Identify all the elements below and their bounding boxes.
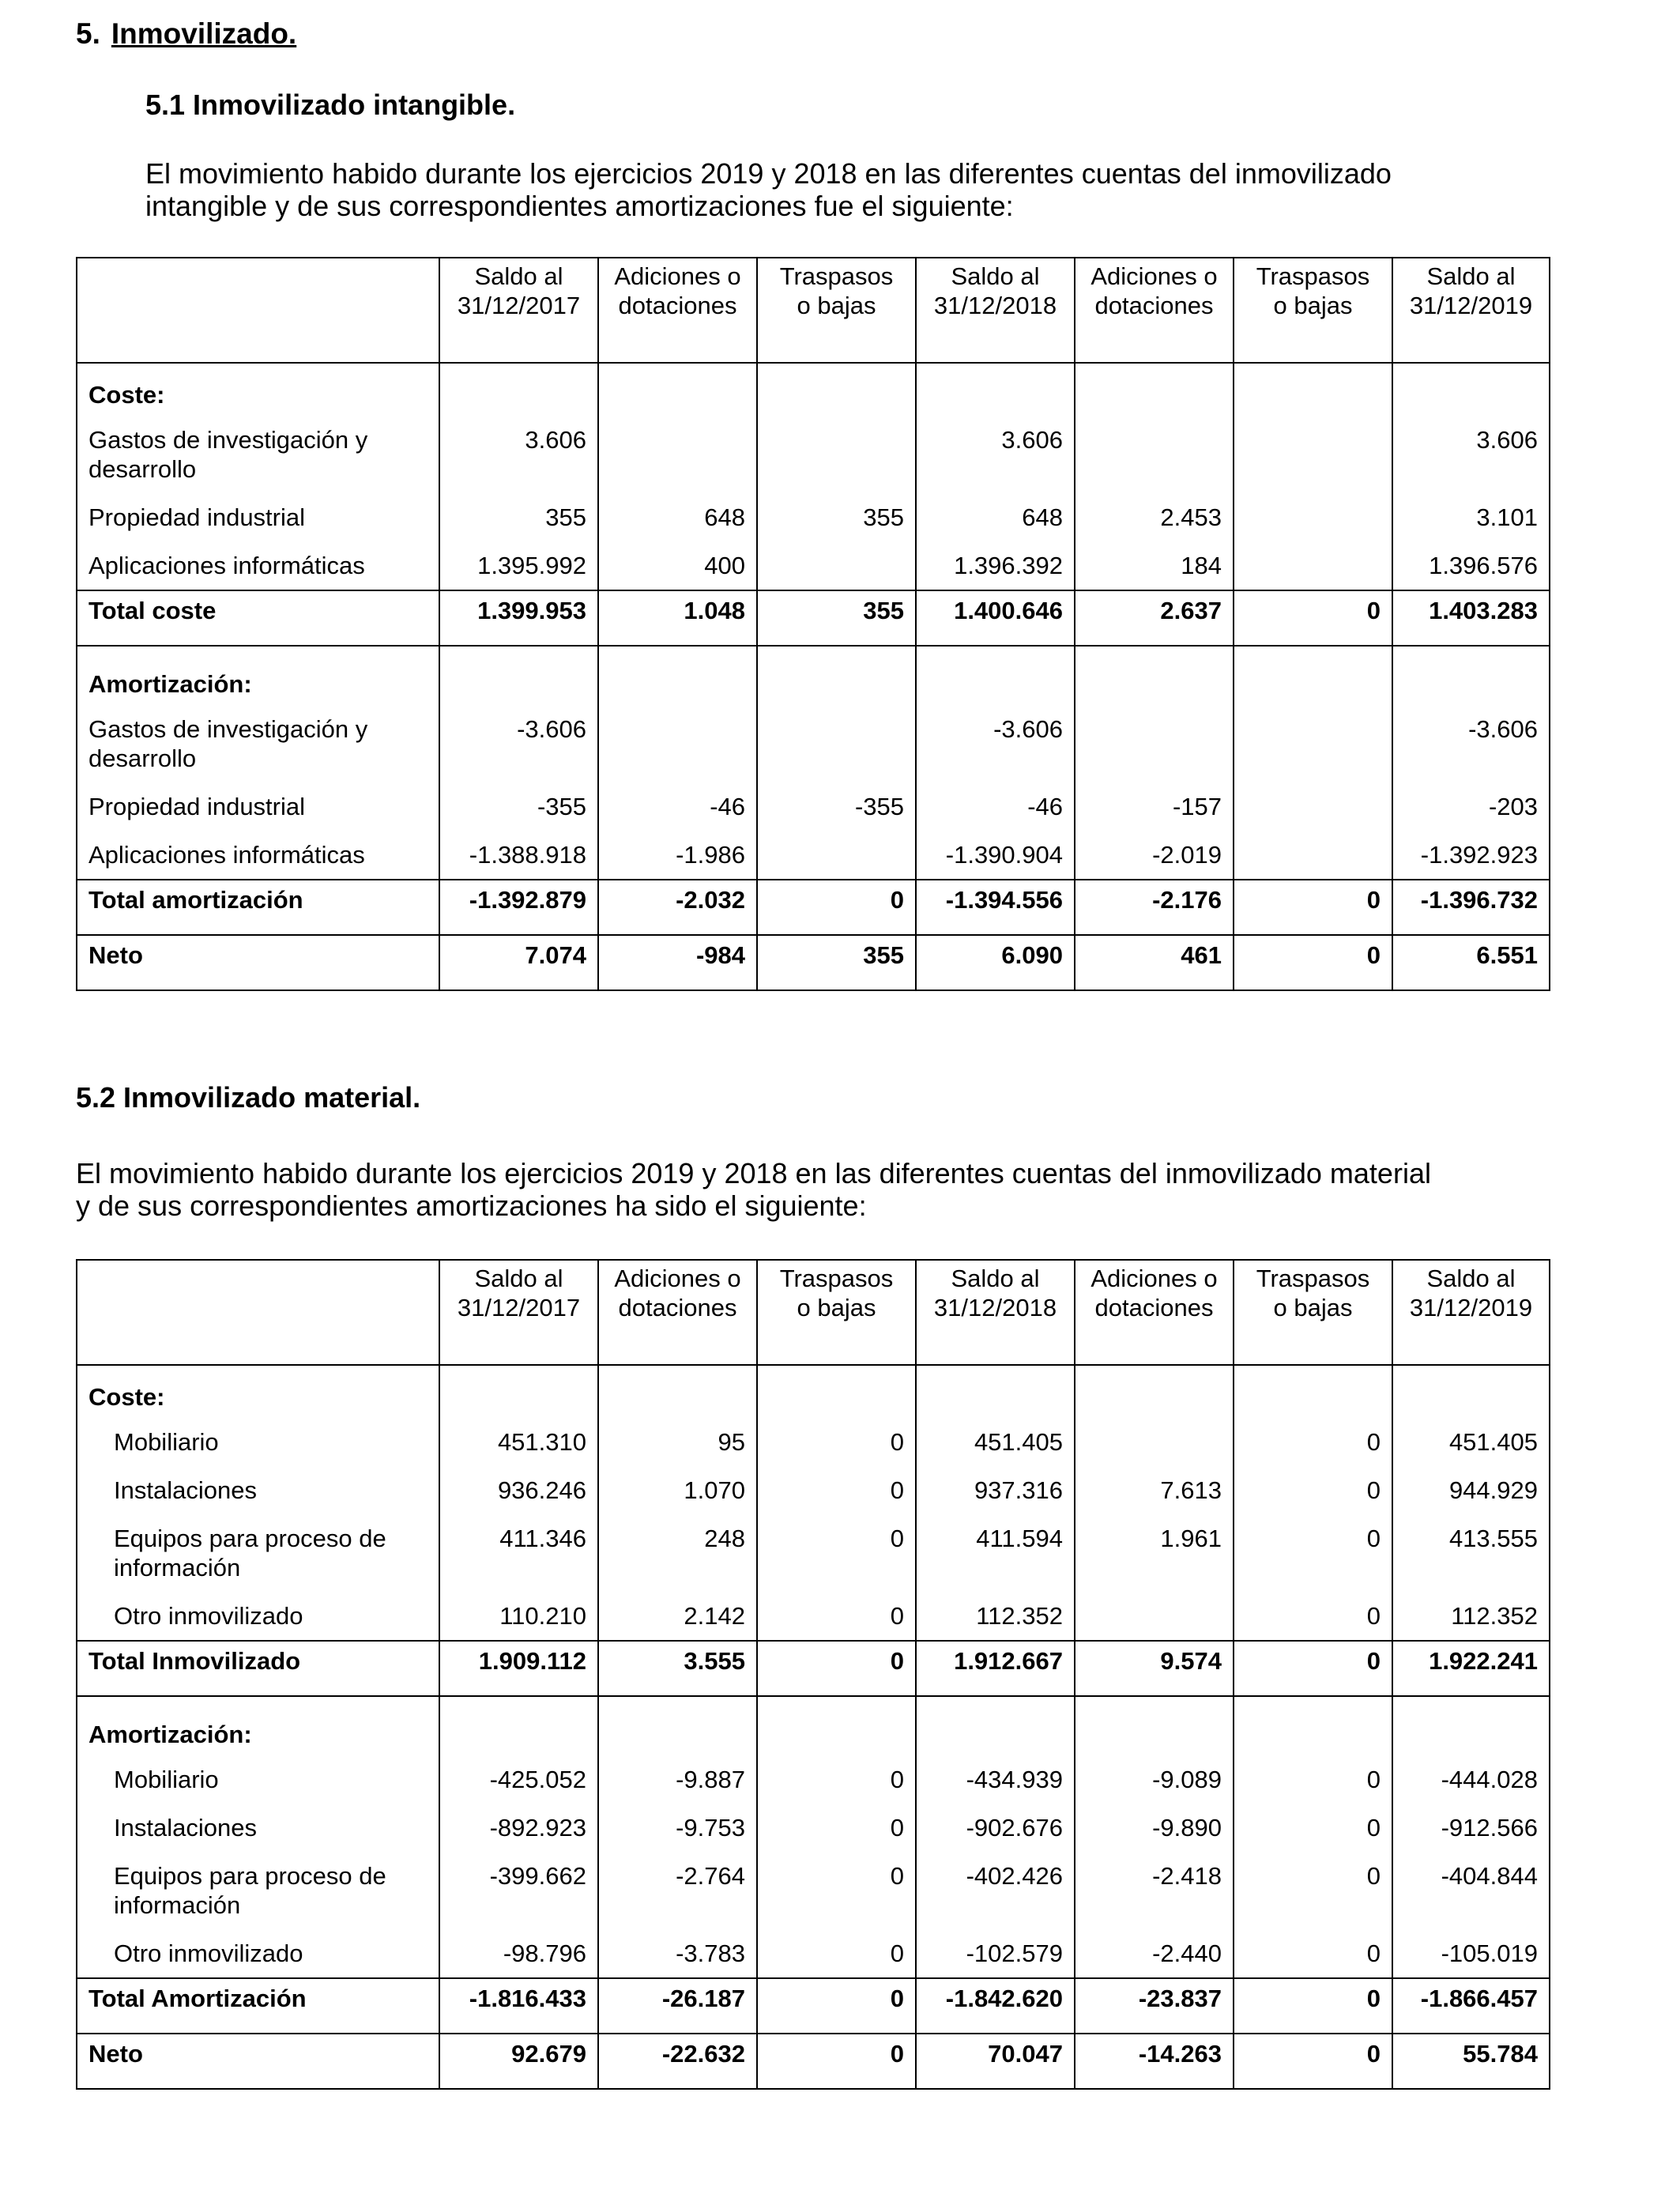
- empty-cell: [757, 363, 916, 416]
- column-header-line2: 31/12/2018: [933, 292, 1057, 319]
- row-value: 0: [1234, 1418, 1392, 1466]
- row-label: Equipos para proceso de información: [77, 1852, 439, 1929]
- total-value: 0: [1234, 1641, 1392, 1696]
- row-value: -892.923: [439, 1804, 598, 1852]
- row-value: 451.405: [916, 1418, 1075, 1466]
- row-value: [1234, 831, 1392, 880]
- row-value: 0: [1234, 1929, 1392, 1978]
- spacer-cell: [598, 646, 757, 653]
- table-row: [77, 416, 1550, 493]
- total-value: 1.912.667: [916, 1641, 1075, 1696]
- total-value: 92.679: [439, 2034, 598, 2089]
- intangible-heading: 5.1 Inmovilizado intangible.: [145, 89, 516, 121]
- spacer-cell: [1234, 1696, 1392, 1703]
- column-header-line1: Saldo al: [951, 1265, 1040, 1292]
- empty-cell: [598, 1703, 757, 1755]
- row-value: 184: [1075, 541, 1234, 590]
- table-row: [77, 1592, 1550, 1641]
- column-header-line1: Adiciones o: [614, 1265, 741, 1292]
- material-table: [76, 1259, 1550, 2090]
- row-value: 248: [598, 1514, 757, 1592]
- row-value: 3.606: [916, 416, 1075, 493]
- row-value: 400: [598, 541, 757, 590]
- total-row: [77, 880, 1550, 935]
- row-label: Instalaciones: [77, 1804, 439, 1852]
- row-value: [757, 831, 916, 880]
- empty-cell: [1392, 363, 1550, 416]
- table-row: [77, 1852, 1550, 1929]
- total-row: [77, 590, 1550, 646]
- total-value: 1.403.283: [1392, 590, 1550, 646]
- total-value: 0: [757, 1978, 916, 2034]
- row-value: [757, 416, 916, 493]
- column-header-line1: Traspasos: [779, 262, 894, 290]
- column-header-line1: Saldo al: [1426, 262, 1516, 290]
- row-value: 0: [757, 1514, 916, 1592]
- row-value: 2.142: [598, 1592, 757, 1641]
- spacer-cell: [77, 1696, 439, 1703]
- column-header: [916, 1260, 1075, 1365]
- spacer-cell: [916, 1696, 1075, 1703]
- row-value: [757, 705, 916, 782]
- row-value: 0: [757, 1852, 916, 1929]
- column-header: [1392, 1260, 1550, 1365]
- empty-cell: [439, 1703, 598, 1755]
- row-value: 2.453: [1075, 493, 1234, 541]
- column-header-line2: o bajas: [797, 292, 876, 319]
- empty-cell: [916, 1703, 1075, 1755]
- header-row: [77, 258, 1550, 363]
- row-value: 937.316: [916, 1466, 1075, 1514]
- row-value: -3.783: [598, 1929, 757, 1978]
- total-label: Total amortización: [77, 880, 439, 935]
- row-value: -399.662: [439, 1852, 598, 1929]
- total-value: 0: [1234, 1978, 1392, 2034]
- empty-cell: [598, 653, 757, 705]
- column-header-line1: Saldo al: [1426, 1265, 1516, 1292]
- column-header-line2: dotaciones: [1094, 1294, 1214, 1321]
- intangible-paragraph-line1: El movimiento habido durante los ejercicios 2019 y 2018 en las diferentes cuentas del inmovilizado: [145, 157, 1392, 190]
- row-value: [1234, 416, 1392, 493]
- row-value: -1.392.923: [1392, 831, 1550, 880]
- row-value: -1.390.904: [916, 831, 1075, 880]
- section-title-text: Inmovilizado.: [111, 17, 297, 50]
- row-value: [598, 416, 757, 493]
- section-label: Coste:: [77, 363, 439, 416]
- row-label: Mobiliario: [77, 1755, 439, 1804]
- row-value: [1234, 541, 1392, 590]
- spacer-cell: [1392, 1696, 1550, 1703]
- total-value: -984: [598, 935, 757, 990]
- table-row: [77, 1755, 1550, 1804]
- row-value: 0: [1234, 1804, 1392, 1852]
- column-header: [439, 1260, 598, 1365]
- spacer-row: [77, 646, 1550, 653]
- spacer-cell: [1234, 646, 1392, 653]
- table-row: [77, 782, 1550, 831]
- table-row: [77, 1466, 1550, 1514]
- row-value: 112.352: [1392, 1592, 1550, 1641]
- row-value: -105.019: [1392, 1929, 1550, 1978]
- row-label: Aplicaciones informáticas: [77, 541, 439, 590]
- column-header-line2: dotaciones: [1094, 292, 1214, 319]
- row-value: -1.986: [598, 831, 757, 880]
- row-value: 355: [439, 493, 598, 541]
- row-value: 355: [757, 493, 916, 541]
- row-value: 0: [1234, 1466, 1392, 1514]
- column-header-line2: 31/12/2017: [457, 292, 581, 319]
- row-value: [1234, 782, 1392, 831]
- total-value: 6.090: [916, 935, 1075, 990]
- column-header-line2: 31/12/2018: [933, 1294, 1057, 1321]
- row-value: 451.405: [1392, 1418, 1550, 1466]
- empty-cell: [439, 363, 598, 416]
- column-header-line2: o bajas: [1273, 292, 1353, 319]
- empty-cell: [757, 653, 916, 705]
- row-value: 0: [1234, 1514, 1392, 1592]
- row-value: 3.606: [1392, 416, 1550, 493]
- column-header-line1: Traspasos: [1256, 262, 1370, 290]
- empty-cell: [1234, 1365, 1392, 1418]
- spacer-cell: [1075, 646, 1234, 653]
- row-value: 648: [598, 493, 757, 541]
- row-value: -46: [916, 782, 1075, 831]
- row-value: 1.070: [598, 1466, 757, 1514]
- spacer-row: [77, 1696, 1550, 1703]
- total-label: Total Inmovilizado: [77, 1641, 439, 1696]
- row-value: 413.555: [1392, 1514, 1550, 1592]
- total-value: 0: [757, 1641, 916, 1696]
- empty-cell: [916, 1365, 1075, 1418]
- row-value: -3.606: [439, 705, 598, 782]
- empty-cell: [1392, 1365, 1550, 1418]
- row-value: -9.887: [598, 1755, 757, 1804]
- column-header-line1: Adiciones o: [614, 262, 741, 290]
- total-value: 0: [1234, 590, 1392, 646]
- row-value: -203: [1392, 782, 1550, 831]
- header-row: [77, 1260, 1550, 1365]
- row-value: 0: [757, 1929, 916, 1978]
- row-value: 936.246: [439, 1466, 598, 1514]
- row-value: -444.028: [1392, 1755, 1550, 1804]
- table-row: [77, 493, 1550, 541]
- spacer-cell: [439, 646, 598, 653]
- total-value: 2.637: [1075, 590, 1234, 646]
- row-value: [1234, 705, 1392, 782]
- row-value: [1075, 1418, 1234, 1466]
- row-label: Otro inmovilizado: [77, 1592, 439, 1641]
- empty-cell: [598, 363, 757, 416]
- row-value: -98.796: [439, 1929, 598, 1978]
- spacer-cell: [916, 646, 1075, 653]
- section-head-row: [77, 363, 1550, 416]
- spacer-cell: [757, 646, 916, 653]
- column-header: [757, 1260, 916, 1365]
- row-value: -402.426: [916, 1852, 1075, 1929]
- row-value: -404.844: [1392, 1852, 1550, 1929]
- row-value: 451.310: [439, 1418, 598, 1466]
- total-value: 355: [757, 935, 916, 990]
- row-value: 0: [757, 1804, 916, 1852]
- row-value: -2.019: [1075, 831, 1234, 880]
- row-label: Gastos de investigación y desarrollo: [77, 416, 439, 493]
- empty-cell: [916, 653, 1075, 705]
- total-value: 1.400.646: [916, 590, 1075, 646]
- row-value: [598, 705, 757, 782]
- total-value: -23.837: [1075, 1978, 1234, 2034]
- total-value: -22.632: [598, 2034, 757, 2089]
- column-header: [598, 1260, 757, 1365]
- intangible-table: [76, 257, 1550, 991]
- row-value: [1075, 1592, 1234, 1641]
- row-value: -355: [439, 782, 598, 831]
- column-header: [1075, 1260, 1234, 1365]
- empty-cell: [1075, 1703, 1234, 1755]
- row-value: -3.606: [916, 705, 1075, 782]
- total-value: -1.392.879: [439, 880, 598, 935]
- row-value: 112.352: [916, 1592, 1075, 1641]
- total-row: [77, 935, 1550, 990]
- table-row: [77, 1929, 1550, 1978]
- total-value: 3.555: [598, 1641, 757, 1696]
- table-row: [77, 1514, 1550, 1592]
- empty-cell: [439, 653, 598, 705]
- total-value: 55.784: [1392, 2034, 1550, 2089]
- total-value: -1.866.457: [1392, 1978, 1550, 2034]
- empty-cell: [757, 1365, 916, 1418]
- row-value: -2.440: [1075, 1929, 1234, 1978]
- row-value: -9.753: [598, 1804, 757, 1852]
- row-value: -102.579: [916, 1929, 1075, 1978]
- empty-cell: [757, 1703, 916, 1755]
- column-header-line1: Adiciones o: [1090, 1265, 1218, 1292]
- column-header-line1: Saldo al: [951, 262, 1040, 290]
- intangible-paragraph-line2: intangible y de sus correspondientes amortizaciones fue el siguiente:: [145, 190, 1014, 222]
- empty-cell: [1075, 363, 1234, 416]
- material-heading: 5.2 Inmovilizado material.: [76, 1081, 421, 1114]
- column-header-line2: 31/12/2017: [457, 1294, 581, 1321]
- row-value: -355: [757, 782, 916, 831]
- total-value: 0: [757, 880, 916, 935]
- material-paragraph-line1: El movimiento habido durante los ejercicios 2019 y 2018 en las diferentes cuentas del inmovilizado material: [76, 1157, 1431, 1189]
- column-header: [757, 258, 916, 363]
- total-value: -2.176: [1075, 880, 1234, 935]
- total-value: 0: [757, 2034, 916, 2089]
- column-header: [1075, 258, 1234, 363]
- table-row: [77, 1418, 1550, 1466]
- column-header-line2: o bajas: [797, 1294, 876, 1321]
- section-label: Amortización:: [77, 653, 439, 705]
- empty-cell: [1392, 1703, 1550, 1755]
- row-value: 0: [757, 1592, 916, 1641]
- total-value: 7.074: [439, 935, 598, 990]
- empty-cell: [1234, 363, 1392, 416]
- total-label: Neto: [77, 2034, 439, 2089]
- row-value: 648: [916, 493, 1075, 541]
- empty-cell: [1075, 653, 1234, 705]
- row-value: 1.395.992: [439, 541, 598, 590]
- row-value: -3.606: [1392, 705, 1550, 782]
- empty-cell: [1392, 653, 1550, 705]
- row-value: 0: [1234, 1852, 1392, 1929]
- total-row: [77, 2034, 1550, 2089]
- row-label: Otro inmovilizado: [77, 1929, 439, 1978]
- total-value: 1.048: [598, 590, 757, 646]
- total-value: 70.047: [916, 2034, 1075, 2089]
- total-row: [77, 1978, 1550, 2034]
- row-value: [1075, 416, 1234, 493]
- row-value: 3.606: [439, 416, 598, 493]
- section-number: 5.: [76, 17, 100, 50]
- total-value: -1.394.556: [916, 880, 1075, 935]
- row-value: [1234, 493, 1392, 541]
- row-value: 0: [1234, 1592, 1392, 1641]
- row-value: -9.890: [1075, 1804, 1234, 1852]
- empty-cell: [1234, 653, 1392, 705]
- empty-cell: [439, 1365, 598, 1418]
- column-header-line2: o bajas: [1273, 1294, 1353, 1321]
- total-label: Total Amortización: [77, 1978, 439, 2034]
- row-value: 95: [598, 1418, 757, 1466]
- spacer-cell: [757, 1696, 916, 1703]
- column-header: [598, 258, 757, 363]
- row-label: Equipos para proceso de información: [77, 1514, 439, 1592]
- table-row: [77, 831, 1550, 880]
- spacer-cell: [77, 646, 439, 653]
- material-paragraph-line2: y de sus correspondientes amortizaciones ha sido el siguiente:: [76, 1189, 867, 1222]
- row-value: -434.939: [916, 1755, 1075, 1804]
- column-header-line1: Adiciones o: [1090, 262, 1218, 290]
- total-value: 0: [1234, 935, 1392, 990]
- total-value: 6.551: [1392, 935, 1550, 990]
- total-value: 9.574: [1075, 1641, 1234, 1696]
- row-label: Propiedad industrial: [77, 493, 439, 541]
- section-title: [76, 17, 296, 51]
- row-value: -902.676: [916, 1804, 1075, 1852]
- column-header-line2: dotaciones: [618, 292, 737, 319]
- total-value: 1.922.241: [1392, 1641, 1550, 1696]
- intangible-paragraph: [145, 157, 1599, 222]
- total-value: 1.909.112: [439, 1641, 598, 1696]
- spacer-cell: [1392, 646, 1550, 653]
- empty-cell: [1075, 1365, 1234, 1418]
- row-value: 0: [757, 1418, 916, 1466]
- row-value: -912.566: [1392, 1804, 1550, 1852]
- column-header-line1: Saldo al: [474, 262, 563, 290]
- empty-cell: [916, 363, 1075, 416]
- row-value: 3.101: [1392, 493, 1550, 541]
- row-value: -46: [598, 782, 757, 831]
- row-label: Instalaciones: [77, 1466, 439, 1514]
- column-header-line1: Saldo al: [474, 1265, 563, 1292]
- row-value: 944.929: [1392, 1466, 1550, 1514]
- column-header-line2: 31/12/2019: [1409, 292, 1533, 319]
- row-label: Aplicaciones informáticas: [77, 831, 439, 880]
- header-empty-cell: [77, 1260, 439, 1365]
- empty-cell: [598, 1365, 757, 1418]
- row-value: 7.613: [1075, 1466, 1234, 1514]
- column-header: [439, 258, 598, 363]
- total-label: Total coste: [77, 590, 439, 646]
- total-value: 461: [1075, 935, 1234, 990]
- row-value: -9.089: [1075, 1755, 1234, 1804]
- column-header-line2: 31/12/2019: [1409, 1294, 1533, 1321]
- total-value: 355: [757, 590, 916, 646]
- table-row: [77, 541, 1550, 590]
- row-value: 0: [757, 1466, 916, 1514]
- row-value: 1.396.392: [916, 541, 1075, 590]
- header-empty-cell: [77, 258, 439, 363]
- spacer-cell: [598, 1696, 757, 1703]
- row-label: Gastos de investigación y desarrollo: [77, 705, 439, 782]
- section-label: Amortización:: [77, 1703, 439, 1755]
- row-value: -1.388.918: [439, 831, 598, 880]
- row-value: 411.594: [916, 1514, 1075, 1592]
- section-label: Coste:: [77, 1365, 439, 1418]
- total-value: -26.187: [598, 1978, 757, 2034]
- section-head-row: [77, 1365, 1550, 1418]
- row-value: [757, 541, 916, 590]
- total-value: -14.263: [1075, 2034, 1234, 2089]
- total-row: [77, 1641, 1550, 1696]
- total-value: -1.842.620: [916, 1978, 1075, 2034]
- column-header: [1234, 1260, 1392, 1365]
- material-paragraph: [76, 1157, 1530, 1222]
- column-header: [1234, 258, 1392, 363]
- section-head-row: [77, 1703, 1550, 1755]
- row-value: -157: [1075, 782, 1234, 831]
- row-value: -2.418: [1075, 1852, 1234, 1929]
- empty-cell: [1234, 1703, 1392, 1755]
- total-value: 1.399.953: [439, 590, 598, 646]
- column-header-line1: Traspasos: [1256, 1265, 1370, 1292]
- table-row: [77, 705, 1550, 782]
- total-value: -1.396.732: [1392, 880, 1550, 935]
- row-label: Mobiliario: [77, 1418, 439, 1466]
- total-value: 0: [1234, 2034, 1392, 2089]
- row-value: 1.961: [1075, 1514, 1234, 1592]
- total-label: Neto: [77, 935, 439, 990]
- row-value: -425.052: [439, 1755, 598, 1804]
- total-value: -1.816.433: [439, 1978, 598, 2034]
- column-header-line2: dotaciones: [618, 1294, 737, 1321]
- row-value: 411.346: [439, 1514, 598, 1592]
- total-value: -2.032: [598, 880, 757, 935]
- column-header: [1392, 258, 1550, 363]
- spacer-cell: [1075, 1696, 1234, 1703]
- row-value: 110.210: [439, 1592, 598, 1641]
- spacer-cell: [439, 1696, 598, 1703]
- row-value: 1.396.576: [1392, 541, 1550, 590]
- row-label: Propiedad industrial: [77, 782, 439, 831]
- section-head-row: [77, 653, 1550, 705]
- row-value: 0: [1234, 1755, 1392, 1804]
- column-header-line1: Traspasos: [779, 1265, 894, 1292]
- column-header: [916, 258, 1075, 363]
- row-value: [1075, 705, 1234, 782]
- row-value: 0: [757, 1755, 916, 1804]
- total-value: 0: [1234, 880, 1392, 935]
- table-row: [77, 1804, 1550, 1852]
- row-value: -2.764: [598, 1852, 757, 1929]
